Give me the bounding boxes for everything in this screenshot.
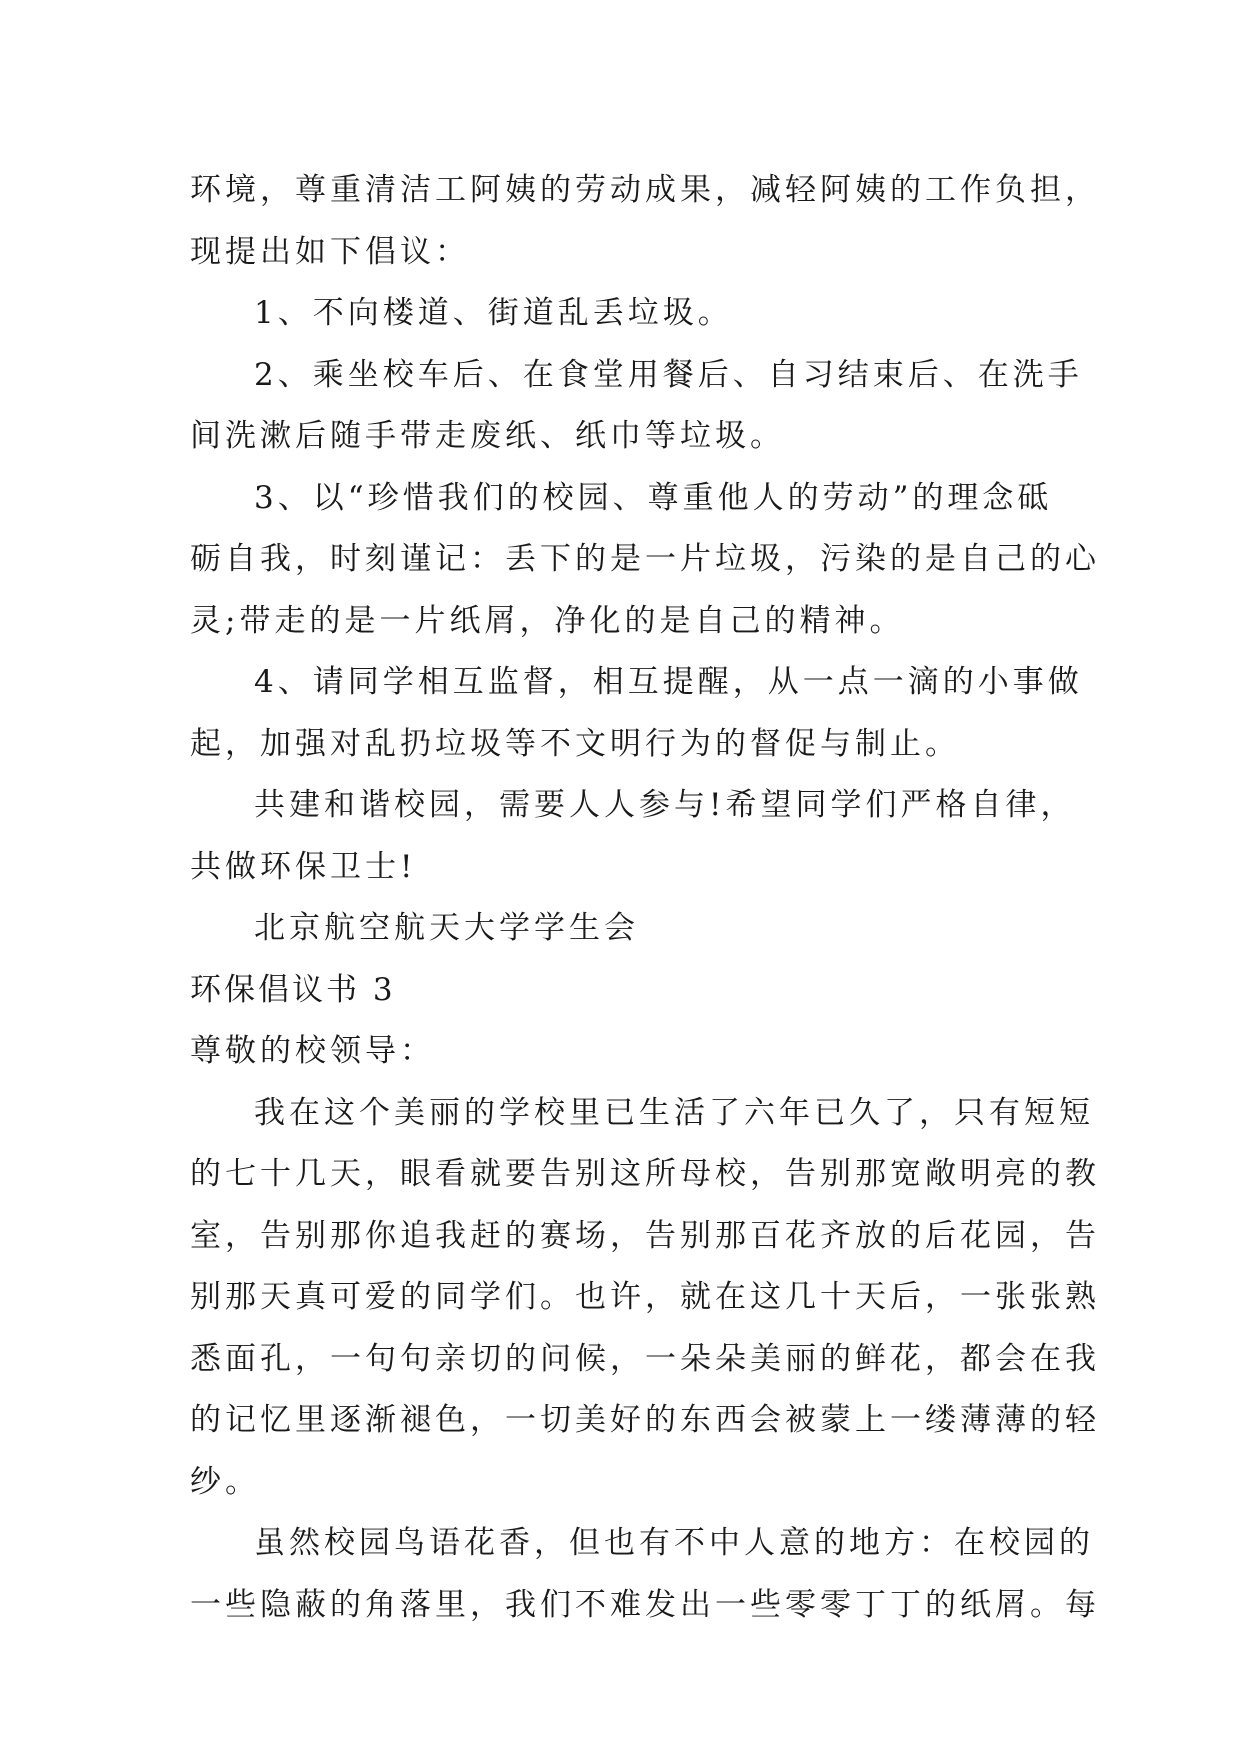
- paragraph-line: 悉面孔，一句句亲切的问候，一朵朵美丽的鲜花，都会在我: [190, 1340, 1100, 1377]
- list-item-3: 3、以“珍惜我们的校园、尊重他人的劳动”的理念砥: [254, 479, 1053, 516]
- closing-paragraph: 共建和谐校园，需要人人参与!希望同学们严格自律，: [254, 787, 1076, 823]
- paragraph-line: 别那天真可爱的同学们。也许，就在这几十天后，一张张熟: [190, 1279, 1100, 1315]
- paragraph-line: 的记忆里逐渐褪色，一切美好的东西会被蒙上一缕薄薄的轻: [190, 1402, 1100, 1438]
- paragraph-line: 间洗漱后随手带走废纸、纸巾等垃圾。: [190, 418, 785, 454]
- paragraph-line: 虽然校园鸟语花香，但也有不中人意的地方：在校园的: [254, 1525, 1094, 1561]
- paragraph-line: 一些隐蔽的角落里，我们不难发出一些零零丁丁的纸屑。每: [190, 1586, 1100, 1623]
- paragraph-line: 我在这个美丽的学校里已生活了六年已久了，只有短短: [254, 1094, 1094, 1131]
- list-item-4: 4、请同学相互监督，相互提醒，从一点一滴的小事做: [254, 664, 1083, 700]
- paragraph-line: 环境，尊重清洁工阿姨的劳动成果，减轻阿姨的工作负担，: [190, 172, 1100, 208]
- paragraph-line: 室，告别那你追我赶的赛场，告别那百花齐放的后花园，告: [190, 1217, 1100, 1254]
- list-item-2: 2、乘坐校车后、在食堂用餐后、自习结束后、在洗手: [254, 356, 1083, 393]
- paragraph-line: 灵;带走的是一片纸屑，净化的是自己的精神。: [190, 602, 905, 639]
- document-body: [190, 160, 1100, 1636]
- paragraph-line: 起，加强对乱扔垃圾等不文明行为的督促与制止。: [190, 725, 960, 762]
- paragraph-line: 的七十几天，眼看就要告别这所母校，告别那宽敞明亮的教: [190, 1156, 1100, 1192]
- list-item-1: 1、不向楼道、街道乱丢垃圾。: [254, 295, 733, 331]
- paragraph-line: 共做环保卫士!: [190, 848, 417, 885]
- salutation: 尊敬的校领导：: [190, 1033, 435, 1069]
- paragraph-line: 纱。: [190, 1463, 260, 1500]
- paragraph-line: 现提出如下倡议：: [190, 233, 470, 270]
- paragraph-line: 砺自我，时刻谨记：丢下的是一片垃圾，污染的是自己的心: [190, 541, 1100, 577]
- signature: 北京航空航天大学学生会: [254, 910, 639, 946]
- section-title: 环保倡议书 3: [190, 971, 396, 1008]
